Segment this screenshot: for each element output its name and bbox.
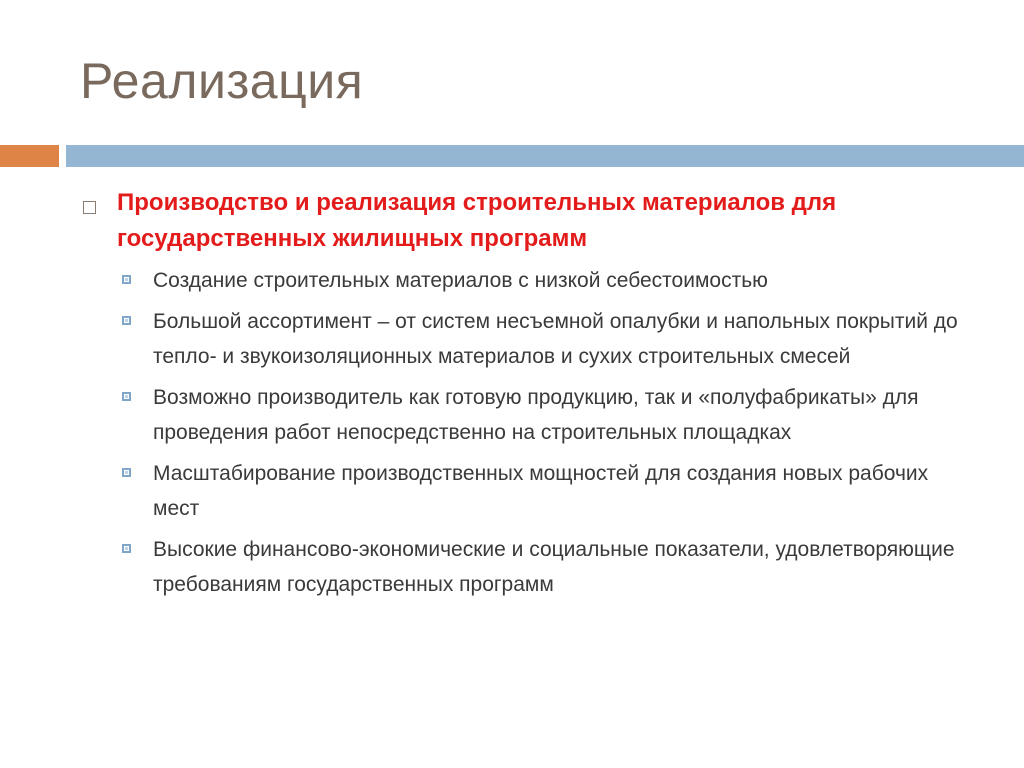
slide-content	[80, 185, 980, 608]
accent-bar-blue	[66, 145, 1024, 167]
sub-point-list	[122, 263, 980, 602]
sub-point	[122, 456, 980, 526]
sub-point-text: Создание строительных материалов с низкой себестоимостью	[153, 269, 768, 292]
blue-square-bullet-icon	[122, 392, 131, 401]
sub-point	[122, 263, 980, 298]
main-point-text: Производство и реализация строительных материалов для государственных жилищных программ	[117, 189, 837, 252]
sub-point	[122, 380, 980, 450]
accent-bar-orange	[0, 145, 59, 167]
hollow-square-icon	[83, 201, 96, 214]
blue-square-bullet-icon	[122, 316, 131, 325]
blue-square-bullet-icon	[122, 468, 131, 477]
sub-point-text: Большой ассортимент – от систем несъемной опалубки и напольных покрытий до тепло- и звукоизоляционных материалов и сухих строительных смесей	[153, 310, 958, 368]
slide-title: Реализация	[80, 53, 364, 109]
sub-point-text: Возможно производитель как готовую продукцию, так и «полуфабрикаты» для проведения работ непосредственно на строительных площадках	[153, 386, 919, 444]
main-bullet-point	[80, 185, 980, 257]
sub-point-text: Масштабирование производственных мощностей для создания новых рабочих мест	[153, 462, 929, 520]
sub-point-text: Высокие финансово-экономические и социальные показатели, удовлетворяющие требованиям государственных программ	[153, 538, 955, 596]
blue-square-bullet-icon	[122, 275, 131, 284]
blue-square-bullet-icon	[122, 544, 131, 553]
sub-point	[122, 532, 980, 602]
sub-point	[122, 304, 980, 374]
